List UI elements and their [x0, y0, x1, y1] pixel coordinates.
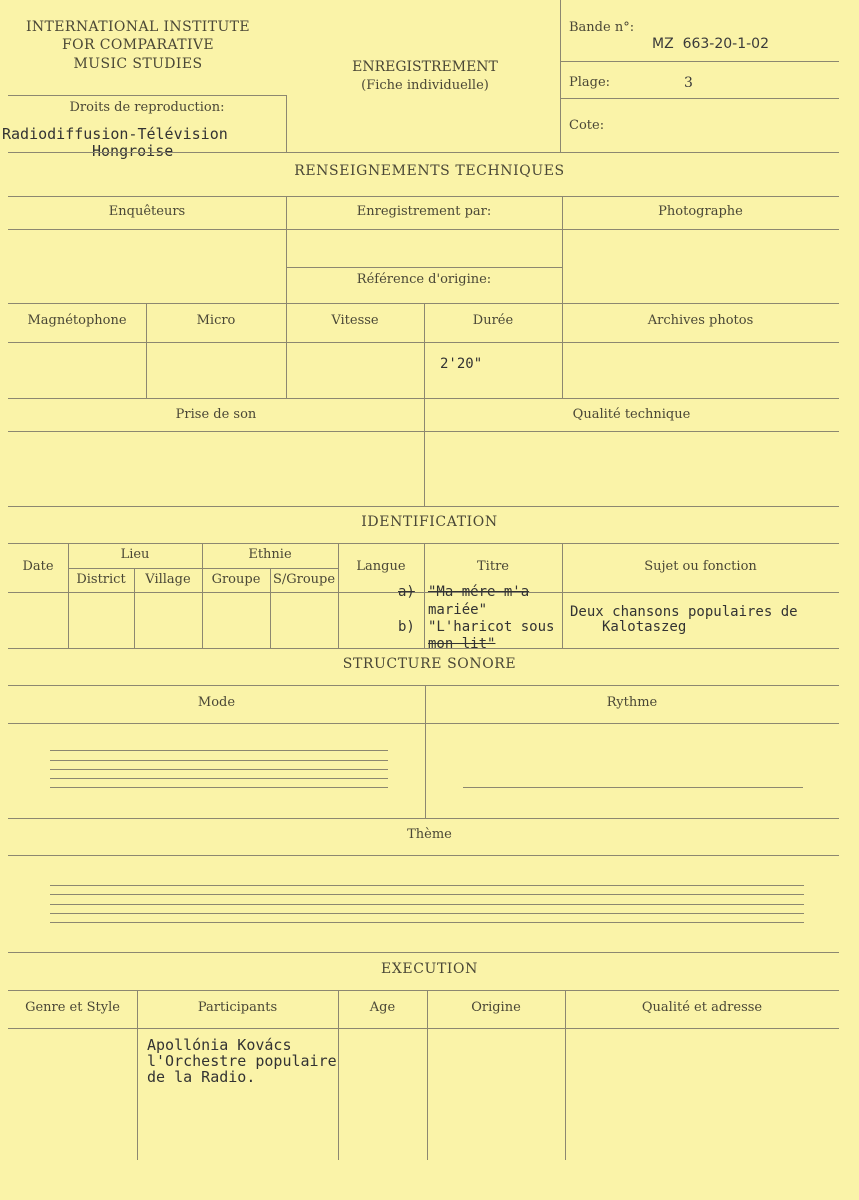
genre-label: Genre et Style: [25, 1000, 120, 1015]
title-a-line1: "Ma mére m'a: [428, 584, 530, 600]
title-b-line2: mon lit": [428, 636, 496, 652]
institute-name-line1: INTERNATIONAL INSTITUTE: [25, 19, 251, 35]
sujet-label: Sujet ou fonction: [644, 559, 757, 574]
institute-name-line3: MUSIC STUDIES: [73, 56, 203, 72]
reference-origine-label: Référence d'origine:: [356, 272, 492, 287]
mode-label: Mode: [197, 695, 236, 710]
date-label: Date: [22, 559, 54, 574]
titre-label: Titre: [477, 559, 509, 574]
origine-label: Origine: [471, 1000, 521, 1015]
lieu-label: Lieu: [120, 547, 150, 562]
title-b-marker: b): [398, 619, 415, 635]
micro-label: Micro: [196, 313, 236, 328]
enqueteurs-label: Enquêteurs: [108, 204, 186, 219]
age-label: Age: [369, 1000, 396, 1015]
structure-heading: STRUCTURE SONORE: [342, 656, 517, 672]
plage-label: Plage:: [569, 75, 611, 90]
groupe-label: Groupe: [211, 572, 261, 587]
participants-line1: Apollónia Kovács: [147, 1036, 292, 1054]
duree-value: 2'20": [440, 356, 483, 372]
technical-heading: RENSEIGNEMENTS TECHNIQUES: [294, 163, 565, 179]
sgroupe-label: S/Groupe: [272, 572, 336, 587]
magnetophone-label: Magnétophone: [27, 313, 127, 328]
participants-line2: l'Orchestre populaire: [147, 1052, 337, 1070]
photographe-label: Photographe: [658, 204, 743, 219]
enregistrement-par-label: Enregistrement par:: [356, 204, 492, 219]
participants-line3: de la Radio.: [147, 1068, 256, 1086]
village-label: Village: [145, 572, 191, 587]
subject-line2: Kalotaszeg: [602, 619, 687, 635]
bande-value: MZ 663-20-1-02: [652, 36, 769, 52]
qualite-technique-label: Qualité technique: [572, 407, 691, 422]
rights-value-line2: Hongroise: [92, 142, 174, 160]
rights-label: Droits de reproduction:: [69, 100, 225, 115]
participants-label: Participants: [197, 1000, 278, 1015]
form-title: ENREGISTREMENT: [352, 59, 498, 75]
ethnie-label: Ethnie: [248, 547, 292, 562]
title-b-line1: "L'haricot sous: [428, 619, 555, 635]
archives-photos-label: Archives photos: [647, 313, 754, 328]
qualite-adresse-label: Qualité et adresse: [641, 1000, 763, 1015]
institute-name-line2: FOR COMPARATIVE: [61, 37, 215, 53]
title-a-line2: mariée": [428, 602, 488, 618]
vitesse-label: Vitesse: [331, 313, 379, 328]
identification-heading: IDENTIFICATION: [361, 514, 498, 530]
theme-label: Thème: [407, 827, 452, 842]
plage-value: 3: [684, 75, 693, 91]
form-subtitle: (Fiche individuelle): [361, 78, 489, 93]
bande-label: Bande n°:: [569, 20, 635, 35]
district-label: District: [76, 572, 126, 587]
title-a-marker: a): [398, 584, 415, 600]
rythme-label: Rythme: [606, 695, 658, 710]
subject-line1: Deux chansons populaires de: [570, 604, 798, 620]
langue-label: Langue: [356, 559, 406, 574]
execution-heading: EXECUTION: [381, 961, 478, 977]
duree-label: Durée: [472, 313, 514, 328]
rights-value-line1: Radiodiffusion-Télévision: [2, 125, 228, 143]
prise-de-son-label: Prise de son: [175, 407, 257, 422]
cote-label: Cote:: [569, 118, 605, 133]
